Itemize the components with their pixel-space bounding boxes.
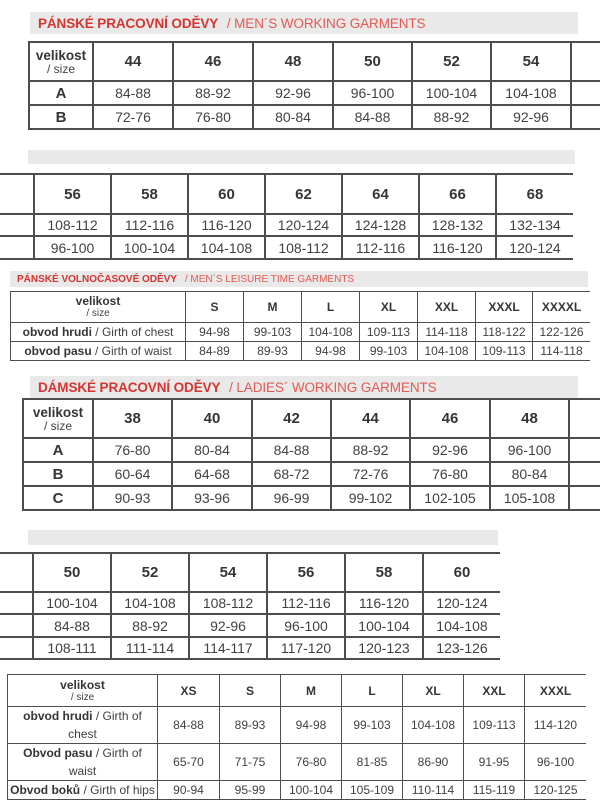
value-cell: 108-111 [33,637,111,659]
size-header-cell: S [220,675,281,707]
ladies-measurements-table [7,674,586,800]
value-cell: 116-120 [345,592,423,614]
table-row [0,637,500,659]
size-header-cell: 52 [111,553,189,592]
value-cell: 114-117 [189,637,267,659]
value-cell: 96-99 [252,486,331,510]
cut-off-cell [569,438,600,462]
size-header-cell: 62 [265,174,342,214]
value-cell: 88-92 [412,105,491,129]
mens-working-sizes-table-44-54 [28,41,600,130]
size-header-cell: 56 [267,553,345,592]
cut-off-cell [571,81,600,105]
value-cell: 104-108 [111,592,189,614]
value-cell: 72-76 [93,105,173,129]
size-header-cell: XXL [464,675,525,707]
table-row [0,214,573,236]
table-row [23,486,600,510]
value-cell: 112-116 [342,236,419,259]
size-header-cell: XL [403,675,464,707]
value-cell: 104-108 [418,342,476,361]
size-header-cell: 56 [34,174,111,214]
cut-off-cell [571,105,600,129]
value-cell: 88-92 [111,614,189,637]
separator-band [28,530,498,545]
size-header-cell: 68 [496,174,573,214]
value-cell: 100-104 [33,592,111,614]
row-label-cell: A [29,81,93,105]
size-header-cell: L [342,675,403,707]
size-label-sub: / size [46,61,75,76]
table-row [8,744,587,781]
value-cell: 118-122 [476,323,533,342]
value-cell: 115-119 [464,781,525,800]
value-cell: 120-124 [423,592,500,614]
value-cell: 84-88 [158,707,220,744]
row-label-cell: A [23,438,93,462]
value-cell: 92-96 [189,614,267,637]
size-header-cell: M [244,292,302,323]
value-cell: 84-88 [252,438,331,462]
value-cell: 116-120 [419,236,496,259]
sliver-cell [0,214,34,236]
size-header-cell: XL [360,292,418,323]
size-header-cell: XXXL [476,292,533,323]
row-label-rest: / Girth of waist [91,344,172,358]
size-header-cell: 54 [189,553,267,592]
value-cell: 92-96 [491,105,571,129]
size-header-cell: S [186,292,244,323]
value-cell: 93-96 [172,486,252,510]
size-header-cell: 60 [423,553,500,592]
value-cell: 99-103 [244,323,302,342]
value-cell: 114-118 [418,323,476,342]
table-row [8,781,587,800]
size-header-cell: L [302,292,360,323]
size-label-bold: velikost [32,404,84,420]
row-label-cell: B [29,105,93,129]
value-cell: 120-124 [496,236,573,259]
size-header-cell: 46 [410,399,490,438]
value-cell: 92-96 [253,81,333,105]
value-cell: 108-112 [265,236,342,259]
row-label-rest: / Girth of waist [68,746,142,778]
value-cell: 109-113 [476,342,533,361]
value-cell: 105-109 [342,781,403,800]
row-label-bold: Obvod pasu [23,746,93,760]
size-header-cell: 50 [33,553,111,592]
cut-off-cell [569,462,600,486]
size-header-cell: XXL [418,292,476,323]
heading-light-text: / LADIES´ WORKING GARMENTS [229,379,437,395]
size-header-cell: 64 [342,174,419,214]
value-cell: 84-88 [33,614,111,637]
value-cell: 84-88 [333,105,412,129]
value-cell: 96-100 [490,438,569,462]
value-cell: 89-93 [220,707,281,744]
value-cell: 100-104 [111,236,188,259]
value-cell: 81-85 [342,744,403,781]
value-cell: 100-104 [412,81,491,105]
value-cell: 80-84 [253,105,333,129]
mens-leisure-heading-band [10,271,588,287]
row-label-rest: / Girth of chest [68,709,142,741]
value-cell: 99-103 [360,342,418,361]
row-label-cell [11,342,186,361]
value-cell: 112-116 [111,214,188,236]
value-cell: 105-108 [490,486,569,510]
heading-light-text: / MEN´S LEISURE TIME GARMENTS [184,273,355,285]
section-heading-mens-working [30,16,425,31]
value-cell: 132-134 [496,214,573,236]
table-row [23,438,600,462]
value-cell: 96-100 [267,614,345,637]
value-cell: 104-108 [491,81,571,105]
row-label-cell [8,707,158,744]
value-cell: 76-80 [93,438,172,462]
size-label-bold: velikost [60,677,105,692]
heading-bold-text: PÁNSKÉ PRACOVNÍ ODĚVY [38,15,219,31]
value-cell: 76-80 [410,462,490,486]
value-cell: 96-100 [525,744,587,781]
mens-leisure-table [10,291,590,361]
value-cell: 110-114 [403,781,464,800]
table-row [11,323,591,342]
value-cell: 65-70 [158,744,220,781]
size-label-sub: / size [86,308,110,319]
value-cell: 94-98 [281,707,342,744]
value-cell: 104-108 [188,236,265,259]
size-header-cell: 44 [93,42,173,81]
value-cell: 102-105 [410,486,490,510]
value-cell: 90-94 [158,781,220,800]
size-header-cell: XXXXL [533,292,591,323]
value-cell: 116-120 [188,214,265,236]
mens-working-heading-band [30,12,578,34]
value-cell: 123-126 [423,637,500,659]
row-label-cell [11,323,186,342]
value-cell: 104-108 [403,707,464,744]
value-cell: 109-113 [360,323,418,342]
value-cell: 96-100 [34,236,111,259]
separator-band [28,150,575,164]
size-header-cell: 48 [490,399,569,438]
heading-light-text: / MEN´S WORKING GARMENTS [226,15,426,31]
value-cell: 99-103 [342,707,403,744]
heading-bold-text: DÁMSKÉ PRACOVNÍ ODĚVY [38,379,221,395]
table-row [0,592,500,614]
section-heading-ladies-working [30,380,437,395]
table-row [0,614,500,637]
value-cell: 95-99 [220,781,281,800]
row-label-cell [8,781,158,800]
value-cell: 80-84 [172,438,252,462]
size-header-cell: 52 [412,42,491,81]
value-cell: 71-75 [220,744,281,781]
value-cell: 114-118 [533,342,591,361]
value-cell: 108-112 [189,592,267,614]
size-header-cell: 66 [419,174,496,214]
value-cell: 108-112 [34,214,111,236]
value-cell: 89-93 [244,342,302,361]
size-header-cell: 58 [345,553,423,592]
size-header-label-cell [11,292,186,323]
size-header-cell: XS [158,675,220,707]
value-cell: 128-132 [419,214,496,236]
size-header-label-cell [8,675,158,707]
value-cell: 90-93 [93,486,172,510]
row-label-cell [8,744,158,781]
value-cell: 100-104 [345,614,423,637]
value-cell: 68-72 [252,462,331,486]
size-header-cell: 50 [333,42,412,81]
size-label-bold: velikost [75,294,121,308]
value-cell: 92-96 [410,438,490,462]
size-header-cell: 60 [188,174,265,214]
value-cell: 120-123 [345,637,423,659]
row-label-bold: obvod pasu [24,344,92,358]
mens-working-sizes-table-56-68 [0,173,573,260]
value-cell: 76-80 [281,744,342,781]
row-label-rest: / Girth of chest [91,325,174,339]
value-cell: 114-120 [525,707,587,744]
table-row [23,462,600,486]
size-header-cell: XXXL [525,675,587,707]
ladies-working-sizes-table-38-48 [22,398,600,511]
value-cell: 112-116 [267,592,345,614]
cut-off-cell [571,42,600,81]
size-header-cell: 46 [173,42,253,81]
cut-off-cell [569,486,600,510]
value-cell: 88-92 [173,81,253,105]
size-header-cell: 42 [252,399,331,438]
row-label-rest: / Girth of hips [80,783,155,797]
sliver-cell [0,637,33,659]
ladies-working-sizes-table-50-60 [0,552,500,660]
size-header-cell: M [281,675,342,707]
table-row [0,236,573,259]
value-cell: 80-84 [490,462,569,486]
sliver-cell [0,174,34,214]
value-cell: 104-108 [423,614,500,637]
row-label-cell: B [23,462,93,486]
size-label-bold: velikost [35,47,87,63]
value-cell: 88-92 [331,438,410,462]
row-label-bold: obvod hrudi [22,325,92,339]
value-cell: 120-124 [265,214,342,236]
value-cell: 94-98 [302,342,360,361]
value-cell: 104-108 [302,323,360,342]
value-cell: 124-128 [342,214,419,236]
value-cell: 64-68 [172,462,252,486]
sliver-cell [0,592,33,614]
size-label-sub: / size [70,691,95,703]
sliver-cell [0,614,33,637]
value-cell: 84-89 [186,342,244,361]
size-header-cell: 44 [331,399,410,438]
value-cell: 100-104 [281,781,342,800]
value-cell: 86-90 [403,744,464,781]
size-header-label-cell [29,42,93,81]
table-row [29,105,600,129]
cut-off-cell [569,399,600,438]
section-heading-mens-leisure [10,274,354,285]
sliver-cell [0,553,33,592]
heading-bold-text: PÁNSKÉ VOLNOČASOVÉ ODĚVY [17,273,178,285]
value-cell: 94-98 [186,323,244,342]
row-label-cell: C [23,486,93,510]
value-cell: 84-88 [93,81,173,105]
value-cell: 91-95 [464,744,525,781]
size-header-cell: 54 [491,42,571,81]
size-header-cell: 48 [253,42,333,81]
table-row [8,707,587,744]
value-cell: 99-102 [331,486,410,510]
value-cell: 122-126 [533,323,591,342]
value-cell: 76-80 [173,105,253,129]
row-label-bold: obvod hrudi [23,709,93,723]
value-cell: 120-125 [525,781,587,800]
value-cell: 109-113 [464,707,525,744]
size-header-cell: 38 [93,399,172,438]
table-row [11,342,591,361]
value-cell: 111-114 [111,637,189,659]
value-cell: 60-64 [93,462,172,486]
size-label-sub: / size [43,418,72,433]
value-cell: 96-100 [333,81,412,105]
size-header-cell: 58 [111,174,188,214]
value-cell: 72-76 [331,462,410,486]
ladies-working-heading-band [30,376,578,398]
row-label-bold: Obvod boků [10,783,81,797]
size-header-label-cell [23,399,93,438]
table-row [29,81,600,105]
sliver-cell [0,236,34,259]
size-header-cell: 40 [172,399,252,438]
value-cell: 117-120 [267,637,345,659]
